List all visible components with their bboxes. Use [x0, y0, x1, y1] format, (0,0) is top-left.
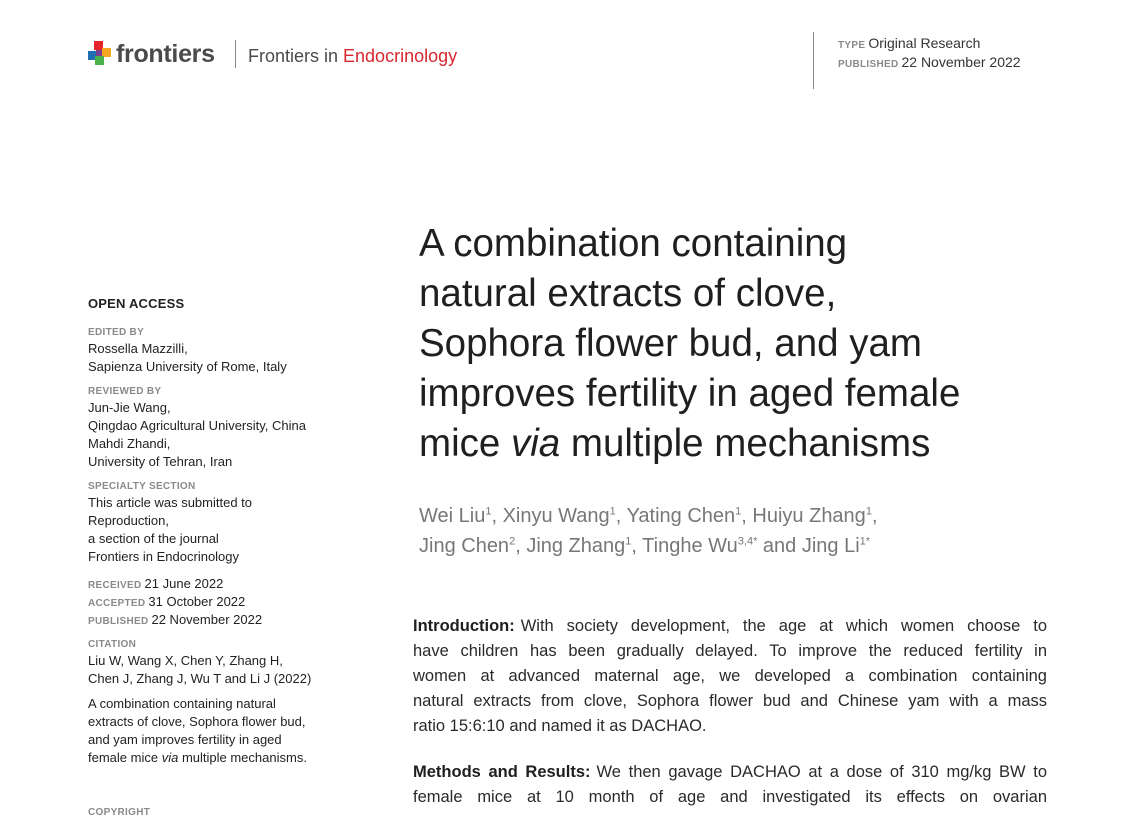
author[interactable]	[802, 535, 870, 557]
title-line	[419, 419, 1079, 469]
abstract-line: ratio 15:6:10 and named it as DACHAO.	[413, 717, 707, 735]
citation-title	[88, 695, 348, 767]
specialty-line: Reproduction,	[88, 513, 169, 528]
article-type	[838, 35, 980, 51]
author-line	[419, 501, 1059, 531]
author[interactable]	[419, 535, 515, 557]
citation-title-line	[88, 749, 348, 767]
author-separator: ,	[741, 505, 753, 527]
frontiers-logo[interactable]	[88, 40, 215, 69]
title-last-post: multiple mechanisms	[560, 422, 931, 465]
citation-label: CITATION	[88, 639, 137, 650]
frontiers-brand: frontiers	[116, 40, 215, 68]
author-affiliation-mark: 1	[609, 505, 616, 518]
title-last-pre: mice	[419, 422, 511, 465]
abstract-line: female mice at 10 month of age and investigated its effects on ovarian	[413, 788, 1047, 806]
author-affiliation-mark: 1	[625, 535, 632, 548]
reviewer-name[interactable]: Jun-Jie Wang,	[88, 400, 171, 415]
author-name: Tinghe Wu	[642, 535, 738, 557]
abstract-line	[413, 614, 1047, 639]
title-italic: via	[510, 422, 561, 465]
type-value: Original Research	[868, 35, 981, 51]
author-name: Yating Chen	[626, 505, 736, 527]
author-separator: ,	[871, 505, 878, 527]
journal-section: Endocrinology	[343, 46, 458, 66]
author-name: Wei Liu	[419, 505, 486, 527]
author-separator: ,	[631, 535, 643, 557]
citation-title-line: extracts of clove, Sophora flower bud,	[88, 714, 306, 729]
open-access-label: OPEN ACCESS	[88, 296, 185, 311]
abstract-text: We then gavage DACHAO at a dose of 310 mg/kg BW to	[596, 763, 1048, 781]
citation-authors: Liu W, Wang X, Chen Y, Zhang H,	[88, 653, 283, 668]
sidebar-published-label: PUBLISHED	[88, 616, 149, 627]
accepted-date	[88, 593, 348, 611]
author-separator: ,	[515, 535, 527, 557]
article-title	[419, 219, 1079, 469]
author[interactable]	[419, 505, 491, 527]
author-affiliation-mark: 1	[485, 505, 492, 518]
published-label: PUBLISHED	[838, 59, 899, 70]
received-date	[88, 575, 348, 593]
citation-authors: Chen J, Zhang J, Wu T and Li J (2022)	[88, 671, 312, 686]
author-name: Jing Zhang	[526, 535, 626, 557]
citation-italic: via	[161, 750, 179, 765]
author-separator: and	[757, 535, 802, 557]
methods-heading: Methods and Results:	[413, 763, 591, 781]
abstract-introduction	[413, 614, 1047, 739]
reviewer-affiliation: University of Tehran, Iran	[88, 454, 233, 469]
journal-prefix: Frontiers in	[248, 46, 344, 66]
reviewer-affiliation: Qingdao Agricultural University, China	[88, 418, 306, 433]
citation-title-line: and yam improves fertility in aged	[88, 732, 282, 747]
author[interactable]	[642, 535, 757, 557]
author-separator: ,	[615, 505, 627, 527]
journal-name[interactable]	[248, 46, 457, 67]
abstract-line: have children has been gradually delayed. To improve the reduced fertility in	[413, 642, 1047, 660]
sidebar-published-value: 22 November 2022	[151, 612, 263, 627]
author[interactable]	[503, 505, 616, 527]
specialty-section	[88, 480, 348, 566]
citation-last-pre: female mice	[88, 750, 162, 765]
dates-section	[88, 575, 348, 629]
abstract-line	[413, 760, 1047, 785]
published-date	[838, 54, 1021, 70]
accepted-value: 31 October 2022	[148, 594, 246, 609]
author-line	[419, 531, 1059, 561]
author-name: Jing Li	[801, 535, 860, 557]
reviewed-by-label: REVIEWED BY	[88, 386, 162, 397]
author-affiliation-mark: 1*	[859, 535, 871, 548]
abstract-line: women at advanced maternal age, we developed a combination containing	[413, 667, 1047, 685]
abstract-methods	[413, 760, 1047, 810]
edited-by-section	[88, 326, 348, 376]
author-affiliation-mark: 1	[735, 505, 742, 518]
specialty-line: This article was submitted to	[88, 495, 253, 510]
title-line: Sophora flower bud, and yam	[419, 322, 922, 365]
article-sidebar	[88, 295, 348, 776]
author-affiliation-mark: 3,4*	[737, 535, 758, 548]
copyright-label: COPYRIGHT	[88, 807, 151, 818]
meta-divider	[813, 32, 814, 89]
published-value: 22 November 2022	[901, 54, 1021, 70]
title-line: natural extracts of clove,	[419, 272, 837, 315]
author-affiliation-mark: 2	[509, 535, 516, 548]
citation-last-post: multiple mechanisms.	[178, 750, 307, 765]
received-label: RECEIVED	[88, 580, 142, 591]
author[interactable]	[752, 505, 872, 527]
accepted-label: ACCEPTED	[88, 598, 146, 609]
citation-title-line: A combination containing natural	[88, 696, 276, 711]
author-name: Xinyu Wang	[502, 505, 610, 527]
author-name: Jing Chen	[419, 535, 510, 557]
editor-name[interactable]: Rossella Mazzilli,	[88, 341, 188, 356]
reviewer-name[interactable]: Mahdi Zhandi,	[88, 436, 171, 451]
author[interactable]	[627, 505, 742, 527]
specialty-label: SPECIALTY SECTION	[88, 481, 196, 492]
abstract	[413, 614, 1047, 831]
header-divider	[235, 40, 236, 68]
title-line: A combination containing	[419, 222, 848, 265]
author[interactable]	[526, 535, 631, 557]
reviewed-by-section	[88, 385, 348, 471]
specialty-line: Frontiers in Endocrinology	[88, 549, 240, 564]
edited-by-label: EDITED BY	[88, 327, 145, 338]
abstract-text: With society development, the age at which women choose to	[520, 617, 1047, 635]
editor-affiliation: Sapienza University of Rome, Italy	[88, 359, 287, 374]
introduction-heading: Introduction:	[413, 617, 515, 635]
author-separator: ,	[491, 505, 503, 527]
author-affiliation-mark: 1	[865, 505, 872, 518]
citation-section	[88, 638, 348, 767]
specialty-line: a section of the journal	[88, 531, 219, 546]
title-line: improves fertility in aged female	[419, 372, 961, 415]
frontiers-logo-icon	[88, 41, 112, 69]
type-label: TYPE	[838, 40, 866, 51]
received-value: 21 June 2022	[144, 576, 224, 591]
sidebar-published-date	[88, 611, 348, 629]
abstract-line: natural extracts from clove, Sophora flower bud and Chinese yam with a mass	[413, 692, 1047, 710]
author-list	[419, 501, 1059, 561]
author-name: Huiyu Zhang	[752, 505, 866, 527]
